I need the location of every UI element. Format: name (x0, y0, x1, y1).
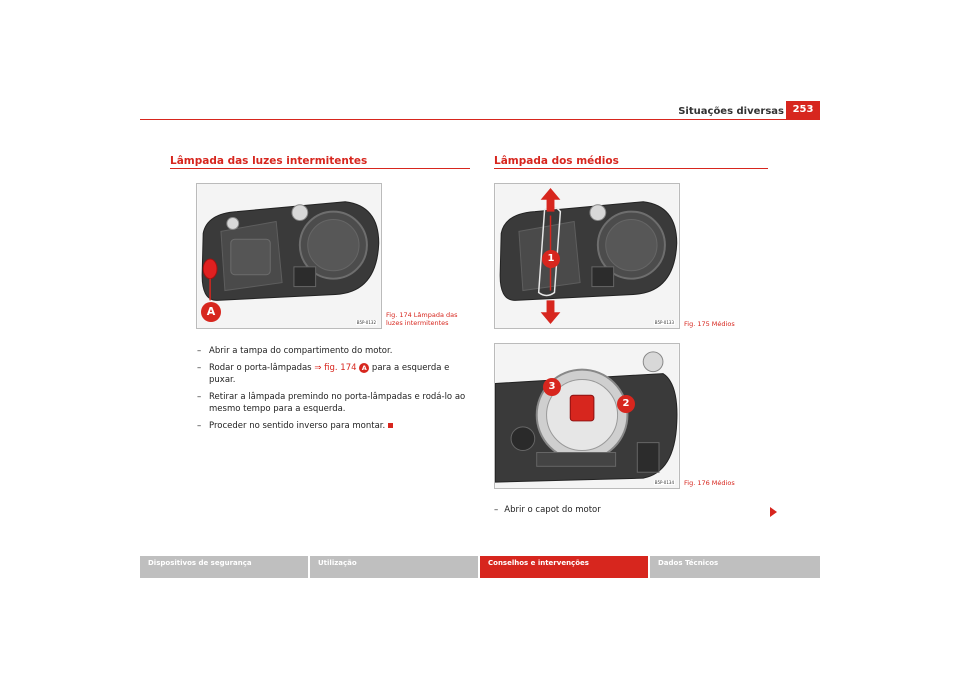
callout-3: 3 (543, 378, 561, 396)
footer-tab-usage[interactable] (310, 556, 478, 578)
footer-tab-label: Conselhos e intervenções (488, 559, 589, 567)
figure-176-dipped-beam-bulb (494, 343, 680, 489)
footer-tab-technical-data[interactable] (650, 556, 820, 578)
caption-fig-175: Fig. 175 Médios (684, 320, 735, 328)
step-dash: – (197, 421, 202, 431)
step-dash: – (197, 392, 202, 402)
figure-link[interactable]: ⇒ fig. 174 (314, 363, 357, 373)
section-title-dipped-beam: Lâmpada dos médios (494, 155, 619, 167)
figure-175-dipped-beam-cover (494, 183, 680, 329)
instruction-step (197, 420, 472, 432)
footer-tab-advice[interactable] (480, 556, 648, 578)
figure-174-turn-signal-bulb (196, 183, 382, 329)
instruction-step-right (494, 505, 601, 515)
page-number: 253 (786, 101, 820, 119)
step-text: Rodar o porta-lâmpadas (209, 363, 315, 373)
figure-code: B5P-0132 (356, 320, 376, 325)
section-rule-right (494, 168, 768, 169)
instruction-step (197, 362, 472, 386)
instruction-list-left (197, 345, 472, 437)
caption-line: Fig. 174 Lâmpada das (386, 311, 458, 319)
footer-tab-label: Utilização (318, 559, 357, 567)
step-text: mesmo tempo para a esquerda. (209, 404, 346, 414)
step-dash: – (494, 505, 499, 515)
footer-tab-safety[interactable] (140, 556, 308, 578)
footer-tab-label: Dispositivos de segurança (148, 559, 252, 567)
figure-code: B5P-0134 (654, 480, 674, 485)
callout-2: 2 (617, 395, 635, 413)
step-text: Retirar a lâmpada premindo no porta-lâmpadas e rodá-lo ao (209, 392, 466, 402)
step-text: para a esquerda e puxar. (209, 363, 450, 385)
headlamp-illustration (197, 184, 381, 328)
section-rule-left (170, 168, 470, 169)
callout-a: A (201, 302, 221, 322)
section-title-turn-signal: Lâmpada das luzes intermitentes (170, 155, 368, 167)
step-text: Abrir a tampa do compartimento do motor. (209, 346, 393, 356)
caption-line: luzes intermitentes (386, 319, 449, 327)
step-dash: – (197, 363, 202, 373)
instruction-step (197, 391, 472, 415)
continue-arrow-icon[interactable] (770, 507, 777, 517)
caption-fig-176: Fig. 176 Médios (684, 479, 735, 487)
callout-1: 1 (542, 250, 560, 268)
instruction-step (197, 345, 472, 357)
headlamp-cover-illustration (495, 184, 679, 328)
header-rule (140, 119, 820, 120)
footer-tab-label: Dados Técnicos (658, 559, 719, 567)
headlamp-bulb-illustration (495, 344, 679, 488)
figure-code: B5P-0133 (654, 320, 674, 325)
callout-a-badge: A (359, 363, 369, 373)
step-dash: – (197, 346, 202, 356)
step-text: Proceder no sentido inverso para montar. (209, 421, 386, 431)
running-header-title: Situações diversas (678, 106, 784, 117)
end-of-section-mark (388, 423, 393, 428)
step-text: Abrir o capot do motor (504, 505, 601, 515)
caption-fig-174 (386, 311, 458, 327)
